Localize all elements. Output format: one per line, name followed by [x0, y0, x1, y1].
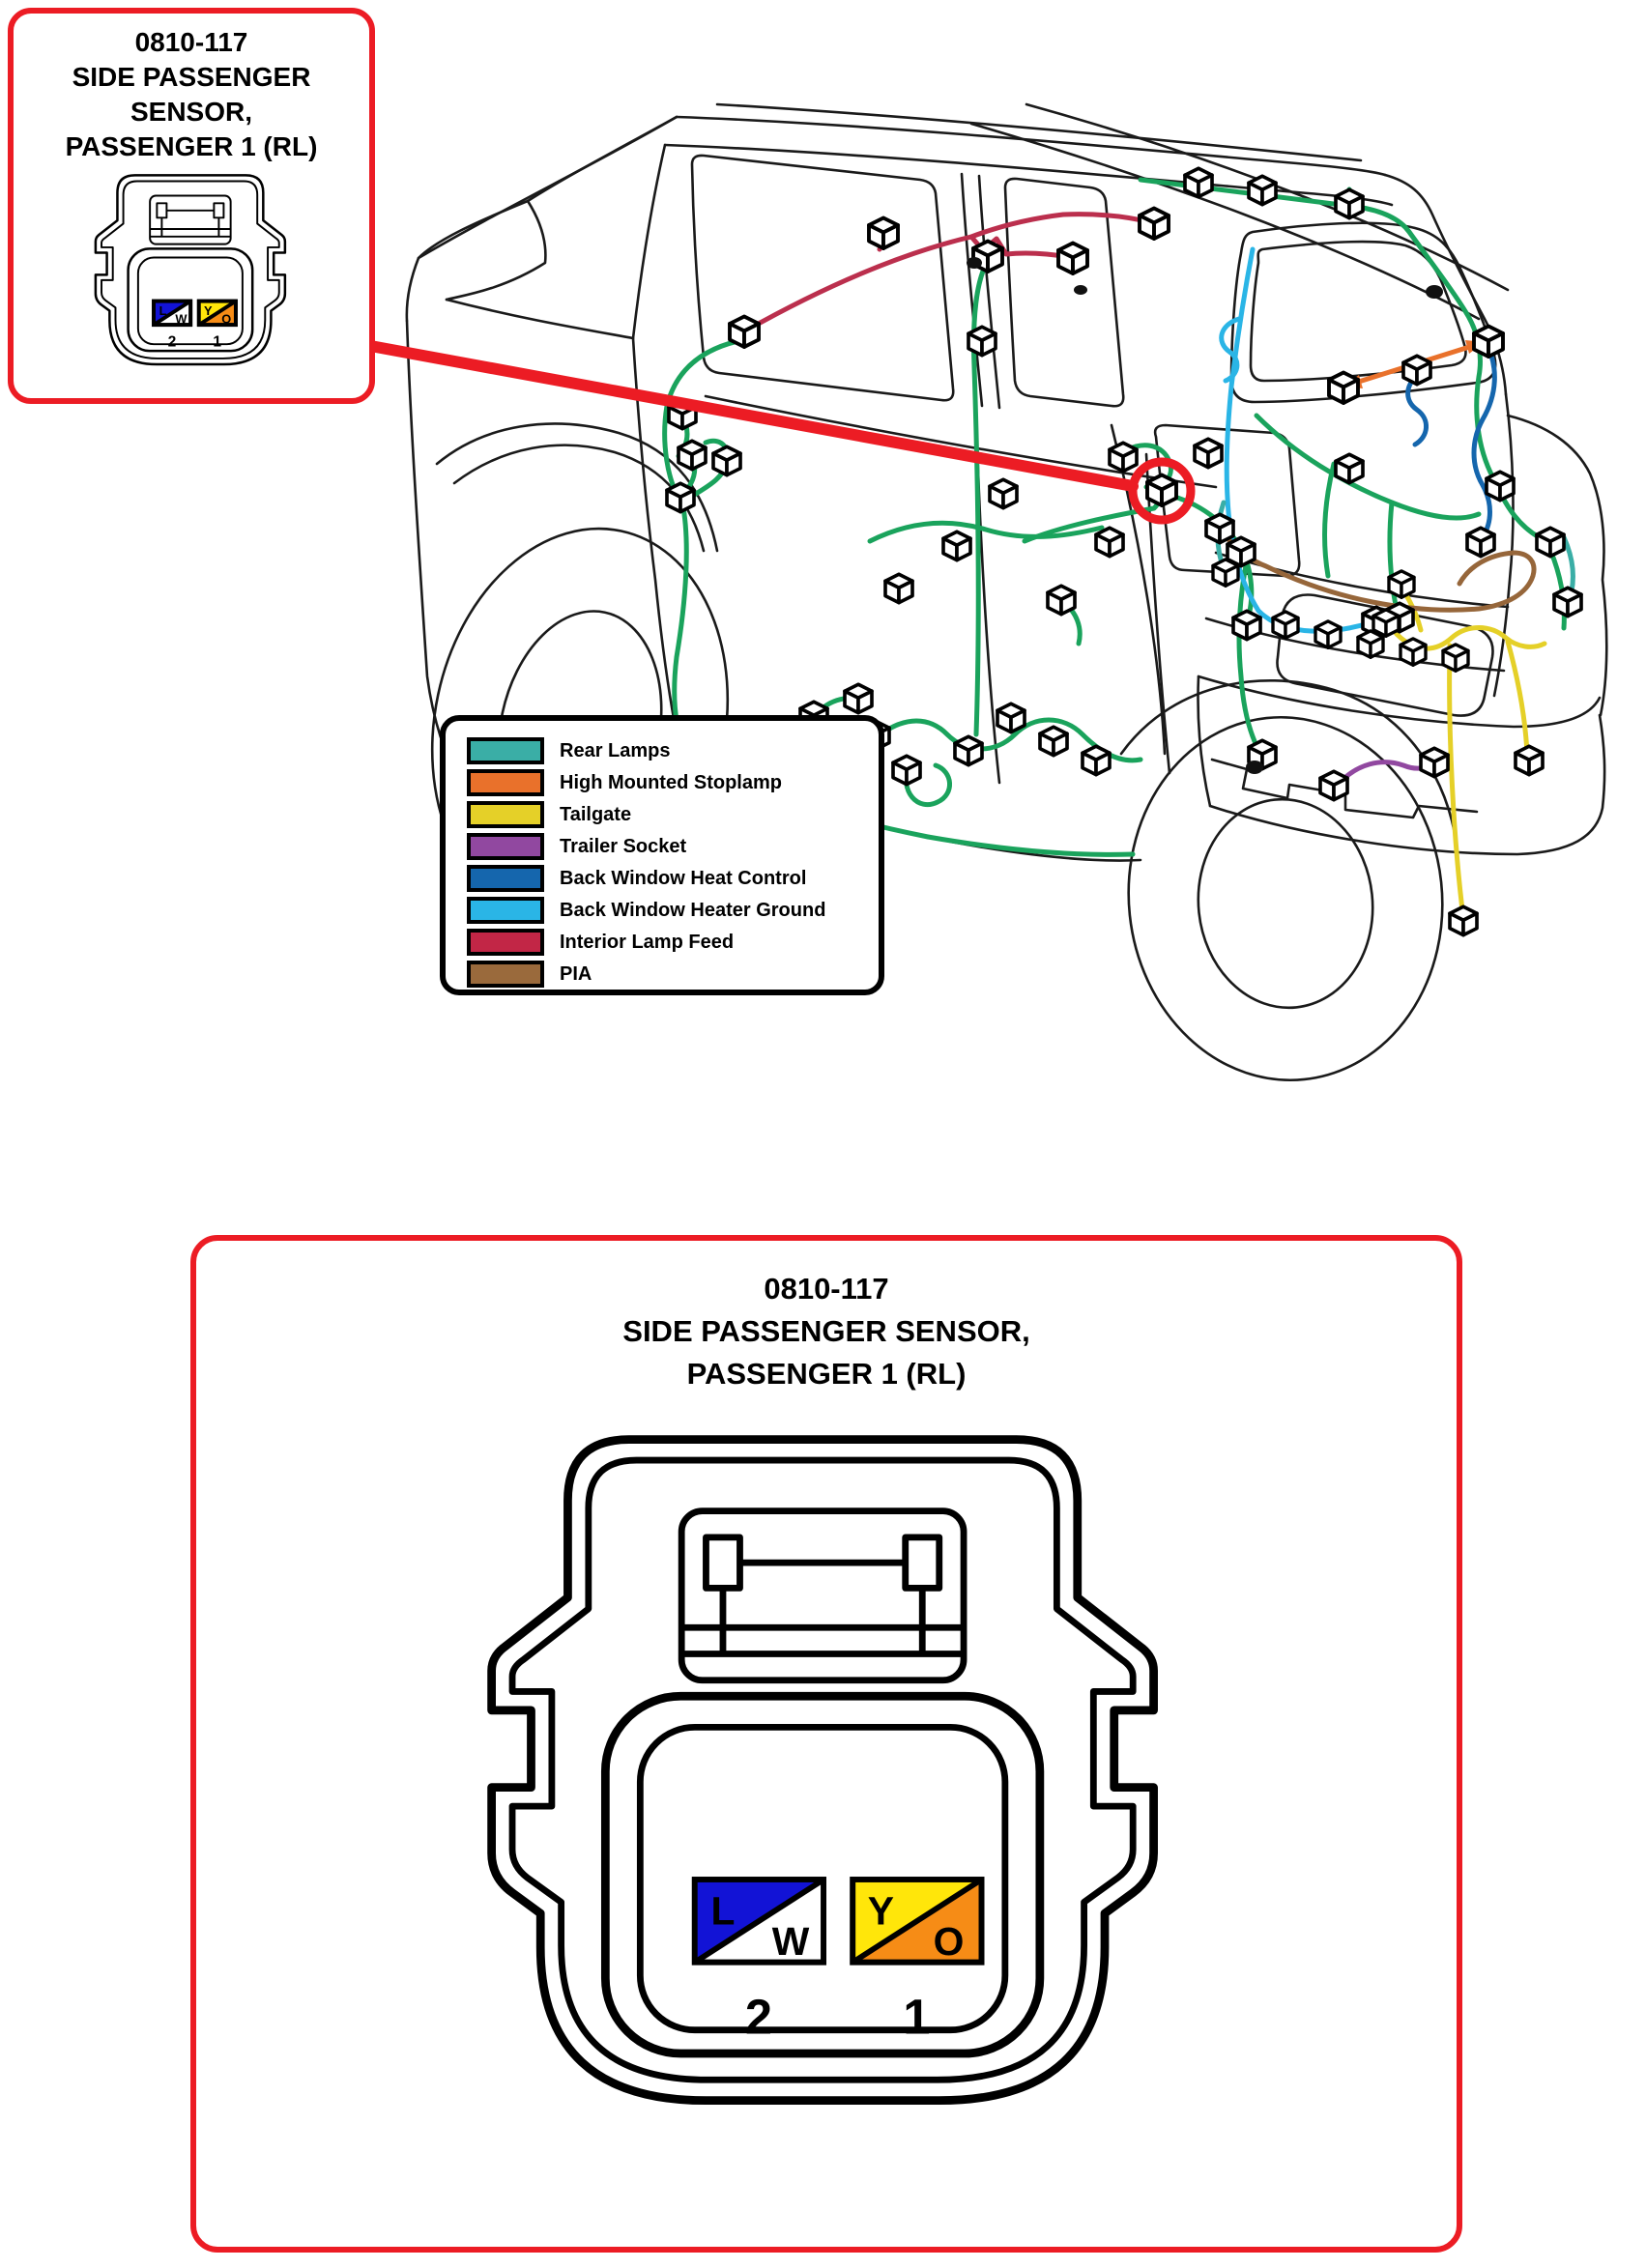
- legend-color-swatch: [467, 769, 544, 796]
- pin-2-number: 2: [744, 1989, 773, 2045]
- callout-title-line: PASSENGER 1 (RL): [65, 131, 318, 161]
- legend-item: [467, 736, 879, 765]
- callout-title: [14, 25, 369, 164]
- legend-color-swatch: [467, 897, 544, 924]
- callout-title-line: SENSOR,: [130, 97, 253, 127]
- pin-1: [852, 1880, 981, 1964]
- pin-1-number: 1: [213, 333, 222, 351]
- legend-item: [467, 800, 879, 829]
- svg-text:Y: Y: [203, 303, 213, 319]
- legend-item: [467, 864, 879, 893]
- pin-1-wire-letter: Y: [867, 1888, 895, 1934]
- svg-text:L: L: [159, 303, 167, 319]
- pin-1-number: 1: [903, 1989, 931, 2045]
- legend-item: [467, 896, 879, 925]
- legend-label: Trailer Socket: [560, 835, 687, 857]
- legend-item: [467, 768, 879, 797]
- detail-title-line: 0810-117: [764, 1272, 889, 1306]
- legend-item: [467, 928, 879, 957]
- wire-color-legend: [440, 715, 884, 995]
- legend-label: Tailgate: [560, 803, 632, 825]
- legend-color-swatch: [467, 865, 544, 892]
- svg-text:O: O: [221, 311, 232, 327]
- legend-item: [467, 960, 879, 989]
- legend-label: Back Window Heater Ground: [560, 899, 826, 921]
- callout-title-line: SIDE PASSENGER: [72, 62, 311, 92]
- legend-label: PIA: [560, 962, 592, 985]
- legend-color-swatch: [467, 929, 544, 956]
- legend-item: [467, 832, 879, 861]
- detail-title: [196, 1268, 1457, 1395]
- detail-title-line: PASSENGER 1 (RL): [686, 1357, 967, 1391]
- pin-2-wire-letter-2: W: [771, 1918, 810, 1964]
- pin-2: [695, 1880, 823, 1964]
- pin-2-number: 2: [167, 333, 177, 351]
- legend-color-swatch: [467, 737, 544, 764]
- legend-label: Back Window Heat Control: [560, 867, 807, 889]
- legend-label: Interior Lamp Feed: [560, 931, 735, 953]
- connector-callout-box: [8, 8, 375, 404]
- svg-text:W: W: [175, 311, 188, 327]
- legend-list: [467, 736, 879, 989]
- connector-detail-box: [190, 1235, 1462, 2253]
- legend-label: Rear Lamps: [560, 739, 671, 761]
- legend-label: High Mounted Stoplamp: [560, 771, 782, 793]
- pin-1-thumb: [199, 301, 236, 327]
- connector-detail-drawing: [469, 1428, 1184, 2124]
- legend-color-swatch: [467, 833, 544, 860]
- pin-2-thumb: [154, 301, 190, 327]
- connector-thumbnail: [89, 172, 294, 371]
- pin-2-wire-letter: L: [710, 1888, 736, 1934]
- legend-color-swatch: [467, 961, 544, 988]
- detail-title-line: SIDE PASSENGER SENSOR,: [622, 1314, 1030, 1348]
- pin-1-wire-letter-2: O: [933, 1918, 965, 1964]
- legend-color-swatch: [467, 801, 544, 828]
- callout-title-line: 0810-117: [134, 27, 248, 57]
